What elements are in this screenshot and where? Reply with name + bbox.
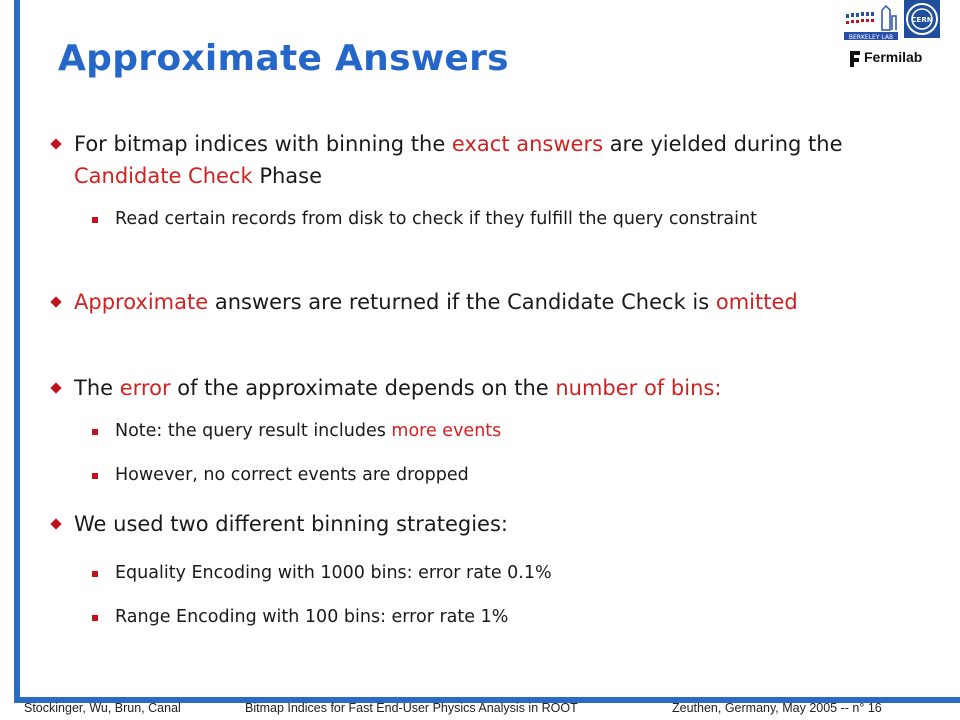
highlight-candidate-check: Candidate Check — [74, 164, 253, 188]
diamond-bullet-icon — [50, 518, 61, 529]
highlight-exact-answers: exact answers — [451, 132, 604, 156]
fermilab-logo-text: Fermilab — [864, 49, 923, 65]
highlight-approximate: Approximate — [74, 290, 209, 314]
footer-talk-title: Bitmap Indices for Fast End-User Physics Analysis in ROOT — [245, 701, 578, 715]
square-bullet-icon — [92, 571, 98, 577]
footer-authors: Stockinger, Wu, Brun, Canal — [24, 701, 181, 715]
square-bullet-icon — [92, 473, 98, 479]
diamond-bullet-icon — [50, 138, 61, 149]
bullet-binning-strategies: We used two different binning strategies: — [52, 508, 912, 540]
left-frame-bar — [14, 0, 20, 703]
sub-bullet-range-encoding: Range Encoding with 100 bins: error rate 1% — [92, 603, 882, 631]
sub-bullet-no-dropped: However, no correct events are dropped — [92, 461, 882, 489]
square-bullet-icon — [92, 615, 98, 621]
diamond-bullet-icon — [50, 382, 61, 393]
berkeley-lab-logo — [842, 0, 900, 44]
footer-venue-page: Zeuthen, Germany, May 2005 -- n° 16 — [672, 701, 882, 715]
bullet-error-bins: The error of the approximate depends on the number of bins: — [52, 372, 912, 404]
sub-bullet-equality-encoding: Equality Encoding with 1000 bins: error rate 0.1% — [92, 559, 882, 587]
highlight-omitted: omitted — [715, 290, 798, 314]
highlight-number-of-bins: number of bins: — [555, 376, 722, 400]
slide-title: Approximate Answers — [58, 38, 509, 79]
cern-logo-text: CERN — [911, 16, 933, 24]
bullet-approximate-answers: Approximate answers are returned if the Candidate Check is omitted — [52, 286, 912, 318]
sub-bullet-more-events: Note: the query result includes more events — [92, 417, 882, 445]
square-bullet-icon — [92, 217, 98, 223]
berkeley-lab-logo-text: BERKELEY LAB — [848, 34, 894, 41]
diamond-bullet-icon — [50, 296, 61, 307]
highlight-more-events: more events — [391, 421, 502, 441]
cern-logo — [904, 0, 940, 38]
sub-bullet-read-records: Read certain records from disk to check if they fulfill the query constraint — [92, 205, 882, 233]
bullet-exact-answers: For bitmap indices with binning the exact answers are yielded during the Candidate Check Phase — [52, 128, 912, 192]
highlight-error: error — [119, 376, 171, 400]
square-bullet-icon — [92, 429, 98, 435]
fermilab-logo — [848, 47, 938, 71]
